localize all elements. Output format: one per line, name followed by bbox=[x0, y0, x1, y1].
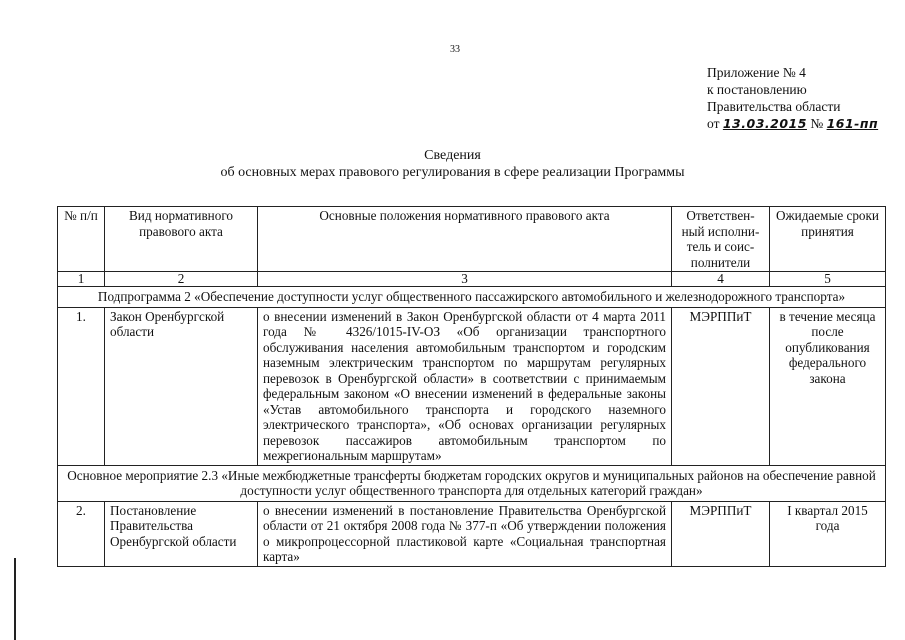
section-row bbox=[58, 465, 886, 501]
column-number: 5 bbox=[770, 272, 886, 287]
column-number: 4 bbox=[672, 272, 770, 287]
adoption-term: I квартал 2015 года bbox=[770, 501, 886, 566]
header-act-type: Вид нормативного правового акта bbox=[105, 207, 258, 272]
row-number: 1. bbox=[58, 307, 105, 465]
header-provisions: Основные положения нормативного правового акта bbox=[258, 207, 672, 272]
row-number: 2. bbox=[58, 501, 105, 566]
measure-2-3-heading: Основное мероприятие 2.3 «Иные межбюджетные трансферты бюджетам городских округов и муниципальных районов на обеспечение равной доступности услуг общественного транспорта для отдельных категорий граждан» bbox=[58, 465, 886, 501]
executor: МЭРППиТ bbox=[672, 501, 770, 566]
title-line-1: Сведения bbox=[424, 148, 481, 163]
act-type: Постановление Правительства Оренбургской области bbox=[105, 501, 258, 566]
handwritten-date: 13.03.2015 bbox=[722, 116, 807, 131]
column-number: 1 bbox=[58, 272, 105, 287]
appendix-date-line bbox=[707, 115, 878, 132]
column-number-row bbox=[58, 272, 886, 287]
act-provisions: о внесении изменений в постановление Правительства Оренбургской области от 21 октября 2008 года № 377-п «Об утверждении положения о микропроцессорной пластиковой карте «Социальная транспортная карта» bbox=[258, 501, 672, 566]
subprogram-2-heading: Подпрограмма 2 «Обеспечение доступности услуг общественного пассажирского автомобильного и железнодорожного транспорта» bbox=[58, 287, 886, 308]
column-number: 2 bbox=[105, 272, 258, 287]
executor: МЭРППиТ bbox=[672, 307, 770, 465]
appendix-line-2: к постановлению bbox=[707, 82, 807, 97]
document-title bbox=[0, 147, 905, 181]
appendix-line-3: Правительства области bbox=[707, 99, 841, 114]
section-row bbox=[58, 287, 886, 308]
number-prefix: № bbox=[810, 116, 824, 131]
page-number: 33 bbox=[450, 44, 460, 55]
table-header-row bbox=[58, 207, 886, 272]
appendix-heading bbox=[707, 64, 878, 132]
date-prefix: от bbox=[707, 116, 720, 131]
act-provisions: о внесении изменений в Закон Оренбургской области от 4 марта 2011 года № 4326/1015-IV-ОЗ «Об организации транспортного обслуживания населения автомобильным транспортом и городским наземным электрическим транспортом по маршрутам регулярных перевозок в Оренбургской области» в соответствии с принимаемым федеральным законом «О внесении изменений в федеральные законы «Устав автомобильного транспорта и городского наземного электрического транспорта», «Об основах организации регулярных перевозок пассажиров автомобильным транспортом по межрегиональным маршрутам» bbox=[258, 307, 672, 465]
header-num: № п/п bbox=[58, 207, 105, 272]
header-executor: Ответствен- ный исполни- тель и соис- полнители bbox=[672, 207, 770, 272]
table-row bbox=[58, 501, 886, 566]
header-term: Ожидаемые сроки принятия bbox=[770, 207, 886, 272]
title-line-2: об основных мерах правового регулирования в сфере реализации Программы bbox=[220, 165, 685, 180]
table-row bbox=[58, 307, 886, 465]
legal-measures-table bbox=[57, 206, 886, 567]
appendix-line-1: Приложение № 4 bbox=[707, 65, 806, 80]
column-number: 3 bbox=[258, 272, 672, 287]
handwritten-number: 161-пп bbox=[826, 116, 879, 131]
act-type: Закон Оренбургской области bbox=[105, 307, 258, 465]
adoption-term: в течение месяца после опубликования федерального закона bbox=[770, 307, 886, 465]
scan-edge-mark bbox=[14, 558, 16, 640]
